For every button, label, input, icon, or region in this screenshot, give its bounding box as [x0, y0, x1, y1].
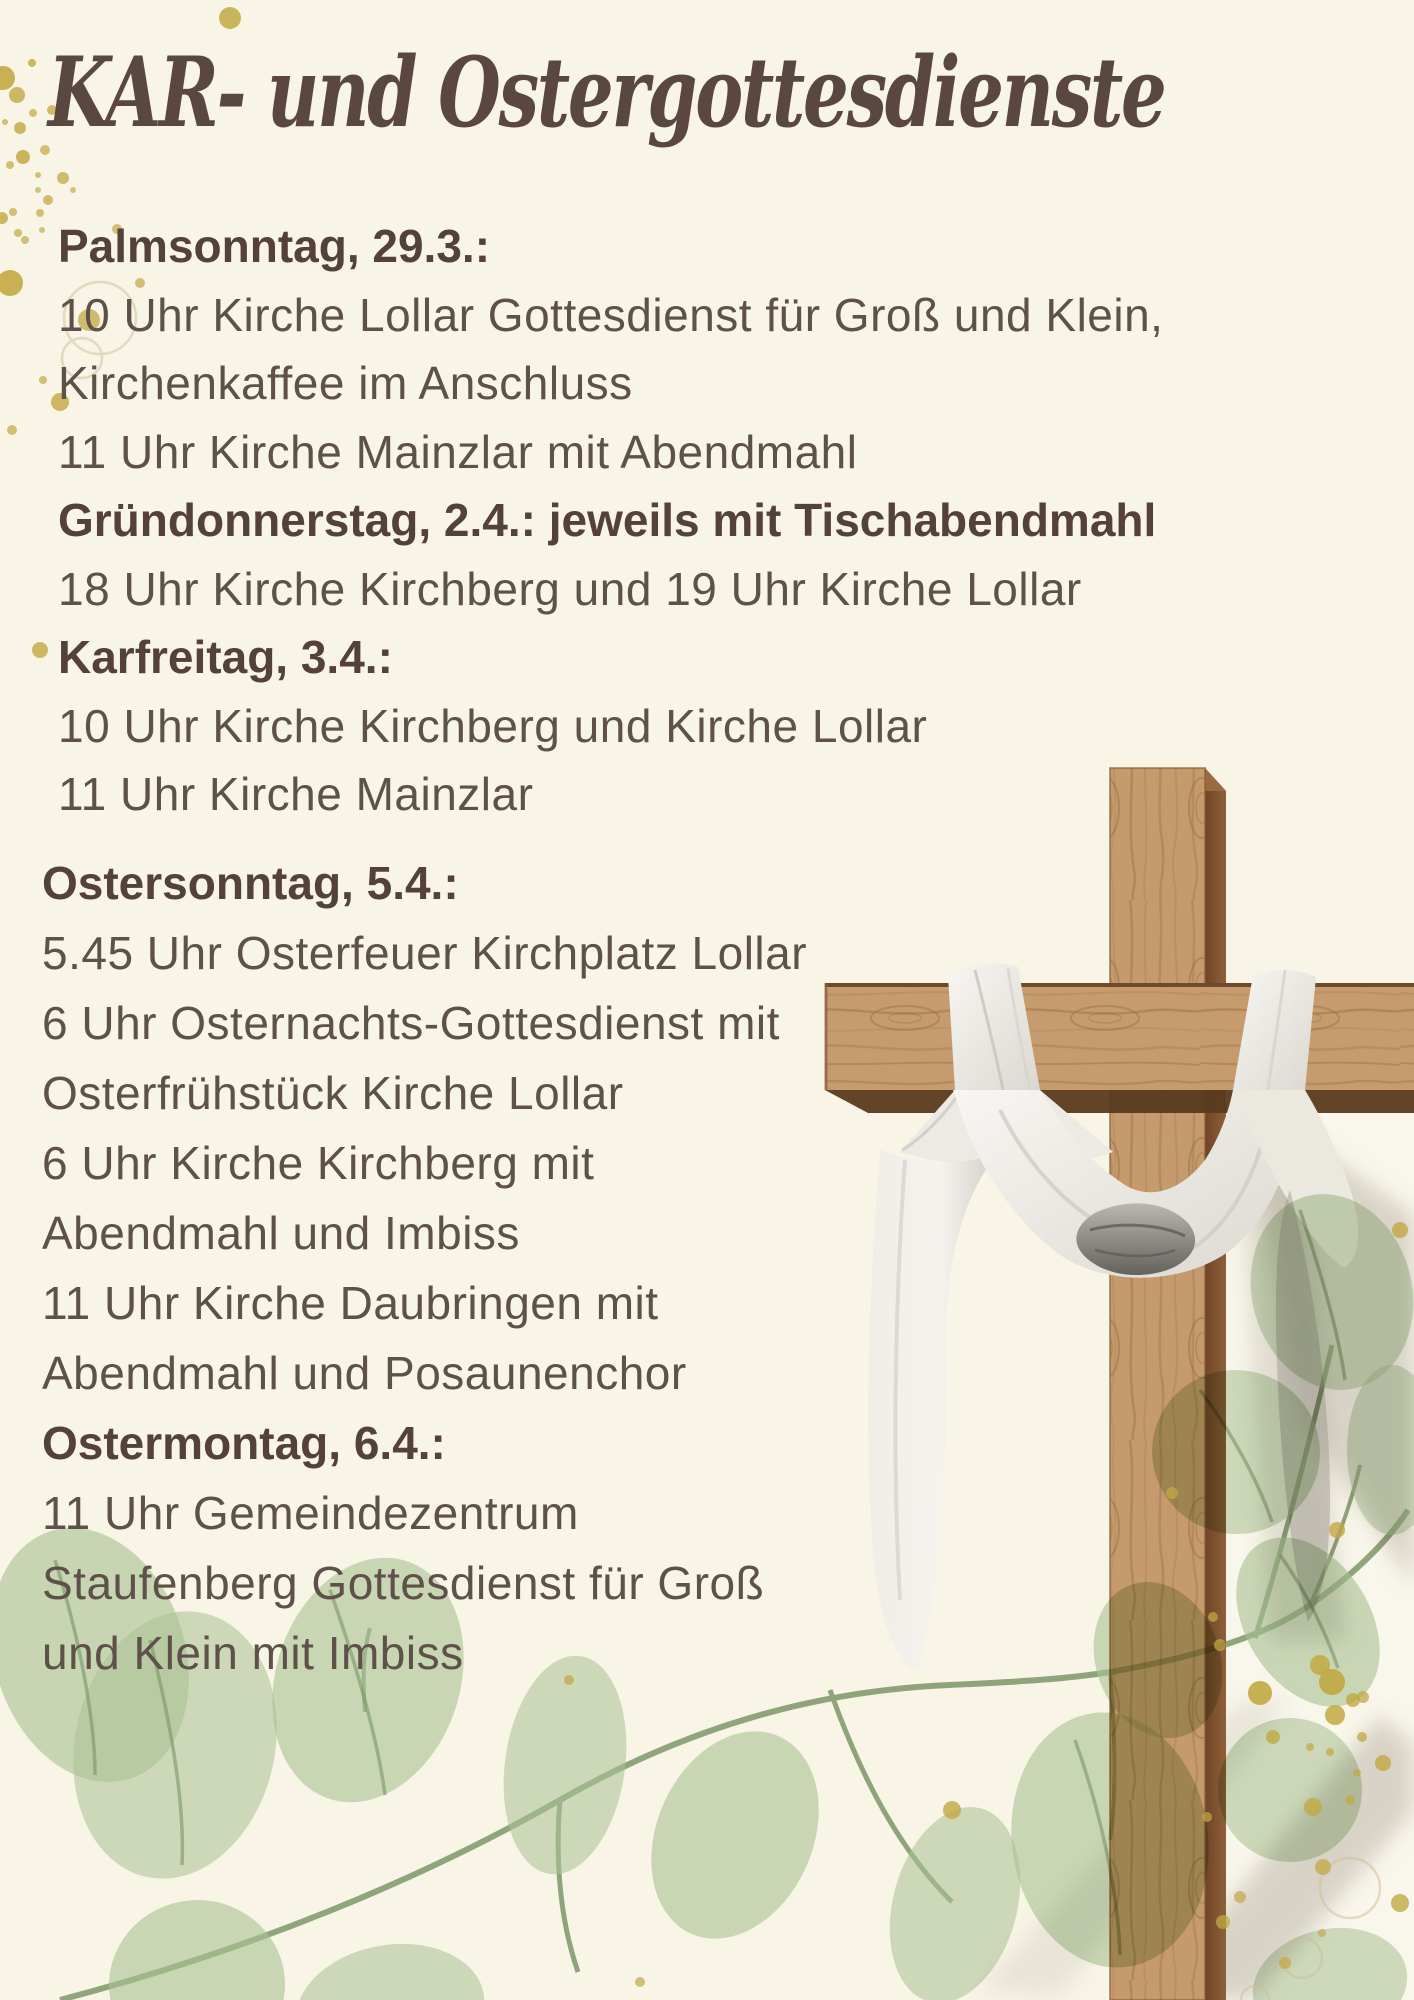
schedule-line: 11 Uhr Kirche Mainzlar mit Abendmahl [58, 425, 858, 478]
schedule-line: 11 Uhr Gemeindezentrum [42, 1487, 579, 1539]
schedule-line: 11 Uhr Kirche Mainzlar [58, 768, 534, 821]
schedule-block-top [58, 212, 1163, 829]
section-ostersonntag [42, 848, 807, 1408]
schedule-line: 5.45 Uhr Osterfeuer Kirchplatz Lollar [42, 927, 808, 979]
section-ostermontag [42, 1408, 807, 1688]
schedule-line: 11 Uhr Kirche Daubringen mit [42, 1277, 659, 1329]
schedule-line: 6 Uhr Osternachts-Gottesdienst mit [42, 997, 780, 1049]
schedule-line: 6 Uhr Kirche Kirchberg mit [42, 1137, 595, 1189]
section-karfreitag [58, 623, 1163, 829]
section-gruendonnerstag [58, 486, 1163, 623]
section-palmsonntag [58, 212, 1163, 486]
poster-title-text: KAR- und Ostergottesdienste [48, 36, 1165, 149]
schedule-line: 10 Uhr Kirche Kirchberg und Kirche Lollar [58, 699, 928, 752]
poster-title [48, 18, 1414, 168]
schedule-line: Kirchenkaffee im Anschluss [58, 357, 633, 410]
schedule-line: Abendmahl und Posaunenchor [42, 1347, 687, 1399]
section-heading: Gründonnerstag, 2.4.: jeweils mit Tischabendmahl [58, 494, 1157, 547]
schedule-block-bottom [42, 848, 807, 1688]
section-heading: Karfreitag, 3.4.: [58, 631, 393, 684]
schedule-line: Osterfrühstück Kirche Lollar [42, 1067, 624, 1119]
section-heading: Ostersonntag, 5.4.: [42, 857, 459, 909]
schedule-line: 10 Uhr Kirche Lollar Gottesdienst für Groß und Klein, [58, 288, 1164, 341]
schedule-line: 18 Uhr Kirche Kirchberg und 19 Uhr Kirche Lollar [58, 562, 1082, 615]
schedule-line: Abendmahl und Imbiss [42, 1207, 520, 1259]
section-heading: Palmsonntag, 29.3.: [58, 220, 491, 273]
schedule-line: Staufenberg Gottesdienst für Groß [42, 1557, 765, 1609]
section-heading: Ostermontag, 6.4.: [42, 1417, 446, 1469]
schedule-line: und Klein mit Imbiss [42, 1627, 464, 1679]
